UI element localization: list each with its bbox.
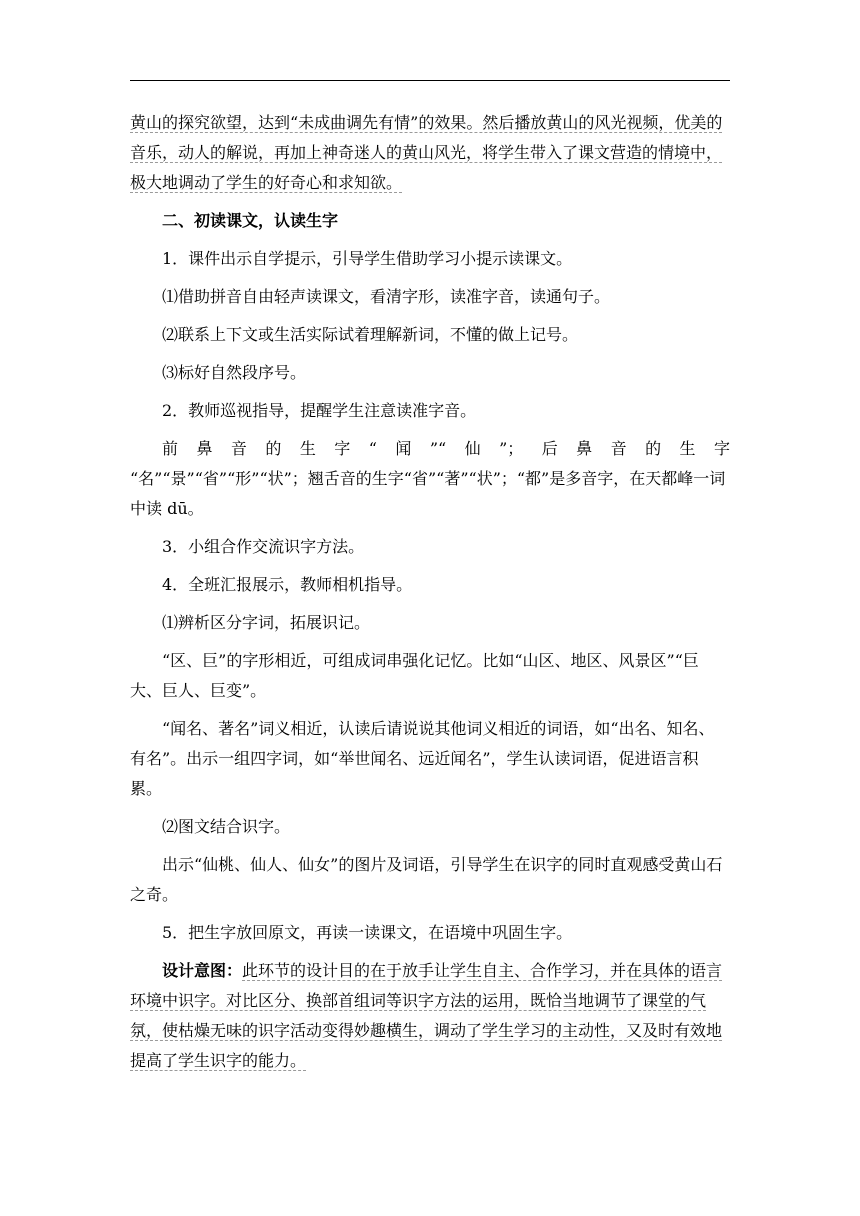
step-5: 5．把生字放回原文，再读一读课文，在语境中巩固生字。 xyxy=(162,923,573,942)
pronunciation-line-1: 前鼻音的生字“闻”“仙”；后鼻音的生字 xyxy=(162,439,730,458)
step-4-sub-1: ⑴辨析区分字词，拓展识记。 xyxy=(162,613,371,632)
synonym-paragraph: “闻名、著名”词义相近，认读后请说说其他词义相近的词语，如“出名、知名、有名”。出示一组四字词，如“举世闻名、远近闻名”，学生认读词语，促进语言积累。 xyxy=(130,719,715,798)
step-4: 4．全班汇报展示，教师相机指导。 xyxy=(162,575,413,594)
step-1-sub-1: ⑴借助拼音自由轻声读课文，看清字形，读准字音，读通句子。 xyxy=(162,287,611,306)
step-1-sub-2: ⑵联系上下文或生活实际试着理解新词，不懂的做上记号。 xyxy=(162,325,579,344)
header-rule xyxy=(130,80,730,81)
step-3: 3．小组合作交流识字方法。 xyxy=(162,537,365,556)
step-1-sub-3: ⑶标好自然段序号。 xyxy=(162,363,307,382)
design-intent-label: 设计意图： xyxy=(162,961,243,980)
pronunciation-paragraph xyxy=(130,434,730,464)
intro-paragraph xyxy=(130,108,730,198)
step-4-sub-2: ⑵图文结合识字。 xyxy=(162,817,291,836)
image-paragraph: 出示“仙桃、仙人、仙女”的图片及词语，引导学生在识字的同时直观感受黄山石之奇。 xyxy=(130,855,723,904)
pronunciation-rest: “名”“景”“省”“形”“状”；翘舌音的生字“省”“著”“状”；“都”是多音字，在天都峰一词中读 dū。 xyxy=(130,469,726,518)
design-intent-text: 此环节的设计目的在于放手让学生自主、合作学习，并在具体的语言环境中识字。对比区分、换部首组词等识字方法的运用，既恰当地调节了课堂的气氛，使枯燥无味的识字活动变得妙趣横生，调动了学生学习的主动性，又及时有效地提高了学生识字的能力。 xyxy=(130,961,723,1070)
step-2: 2．教师巡视指导，提醒学生注意读准字音。 xyxy=(162,401,477,420)
document-body xyxy=(130,108,730,1084)
step-1: 1．课件出示自学提示，引导学生借助学习小提示读课文。 xyxy=(162,249,573,268)
intro-paragraph-text: 黄山的探究欲望，达到“未成曲调先有情”的效果。然后播放黄山的风光视频，优美的音乐，动人的解说，再加上神奇迷人的黄山风光，将学生带入了课文营造的情境中，极大地调动了学生的好奇心和求知欲。 xyxy=(130,113,723,192)
section-heading: 二、初读课文，认读生字 xyxy=(162,211,339,230)
distinguish-paragraph: “区、巨”的字形相近，可组成词串强化记忆。比如“山区、地区、风景区”“巨大、巨人、巨变”。 xyxy=(130,651,699,700)
design-intent-paragraph xyxy=(130,956,730,1076)
